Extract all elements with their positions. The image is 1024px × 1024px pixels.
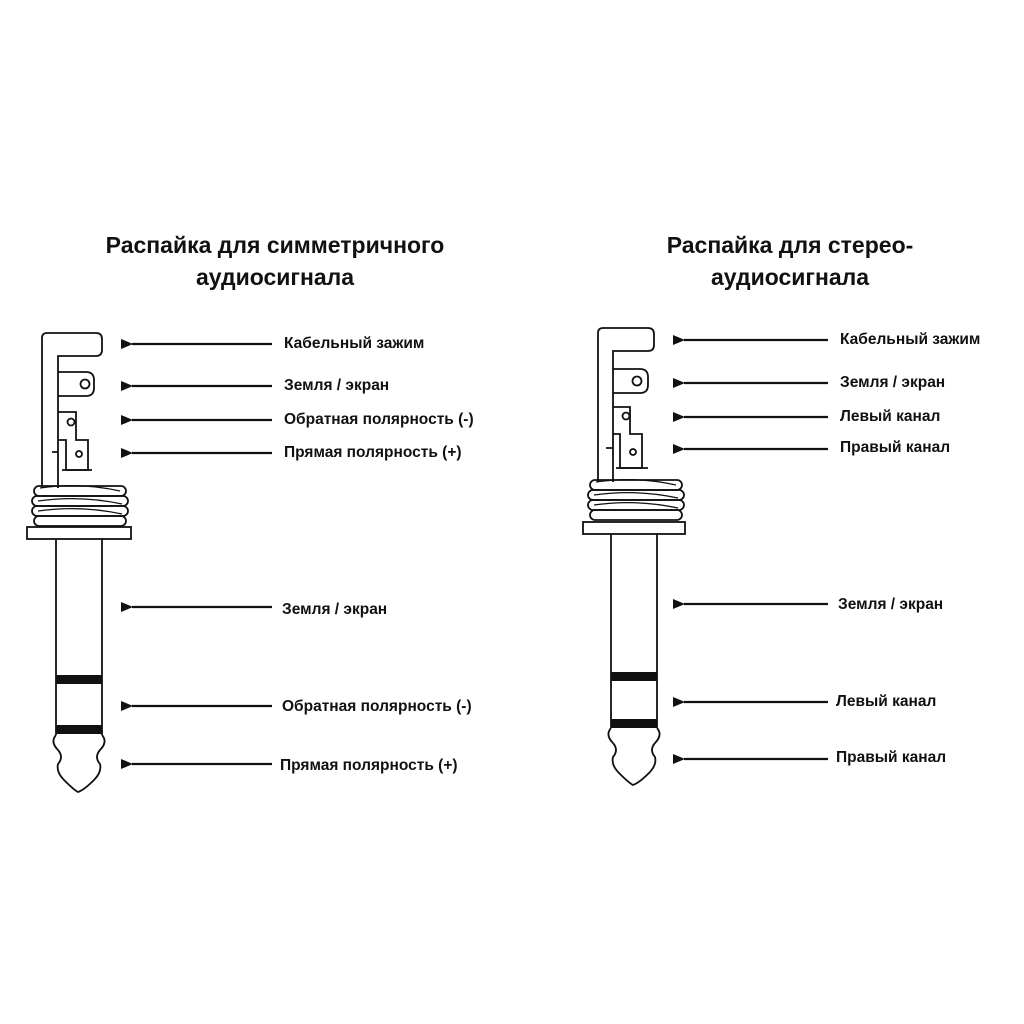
- right-label-right-tip: Правый канал: [836, 749, 947, 766]
- right-arrows: [684, 340, 828, 759]
- right-label-left-top: Левый канал: [840, 408, 941, 425]
- right-jack-plug: [583, 328, 685, 785]
- left-label-direct-top: Прямая полярность (+): [284, 444, 462, 461]
- left-title-line2: аудиосигнала: [195, 264, 355, 290]
- left-label-reverse-top: Обратная полярность (-): [284, 411, 474, 428]
- right-label-right-top: Правый канал: [840, 439, 951, 456]
- left-jack-plug: [27, 333, 131, 792]
- right-label-left-ring: Левый канал: [836, 693, 937, 710]
- left-label-ground-sleeve: Земля / экран: [282, 601, 388, 618]
- left-label-clamp: Кабельный зажим: [284, 335, 425, 352]
- right-label-ground-sleeve: Земля / экран: [838, 596, 944, 613]
- left-label-reverse-ring: Обратная полярность (-): [282, 698, 472, 715]
- left-arrows: [132, 344, 272, 764]
- left-label-direct-tip: Прямая полярность (+): [280, 757, 458, 774]
- right-title-line2: аудиосигнала: [710, 264, 870, 290]
- left-ring-bands: [56, 675, 102, 734]
- right-ring-bands: [611, 672, 657, 728]
- right-title-line1: Распайка для стерео-: [666, 232, 914, 258]
- left-label-ground-top: Земля / экран: [284, 377, 390, 394]
- left-title-line1: Распайка для симметричного: [105, 232, 445, 258]
- right-label-ground-top: Земля / экран: [840, 374, 946, 391]
- right-label-clamp: Кабельный зажим: [840, 331, 981, 348]
